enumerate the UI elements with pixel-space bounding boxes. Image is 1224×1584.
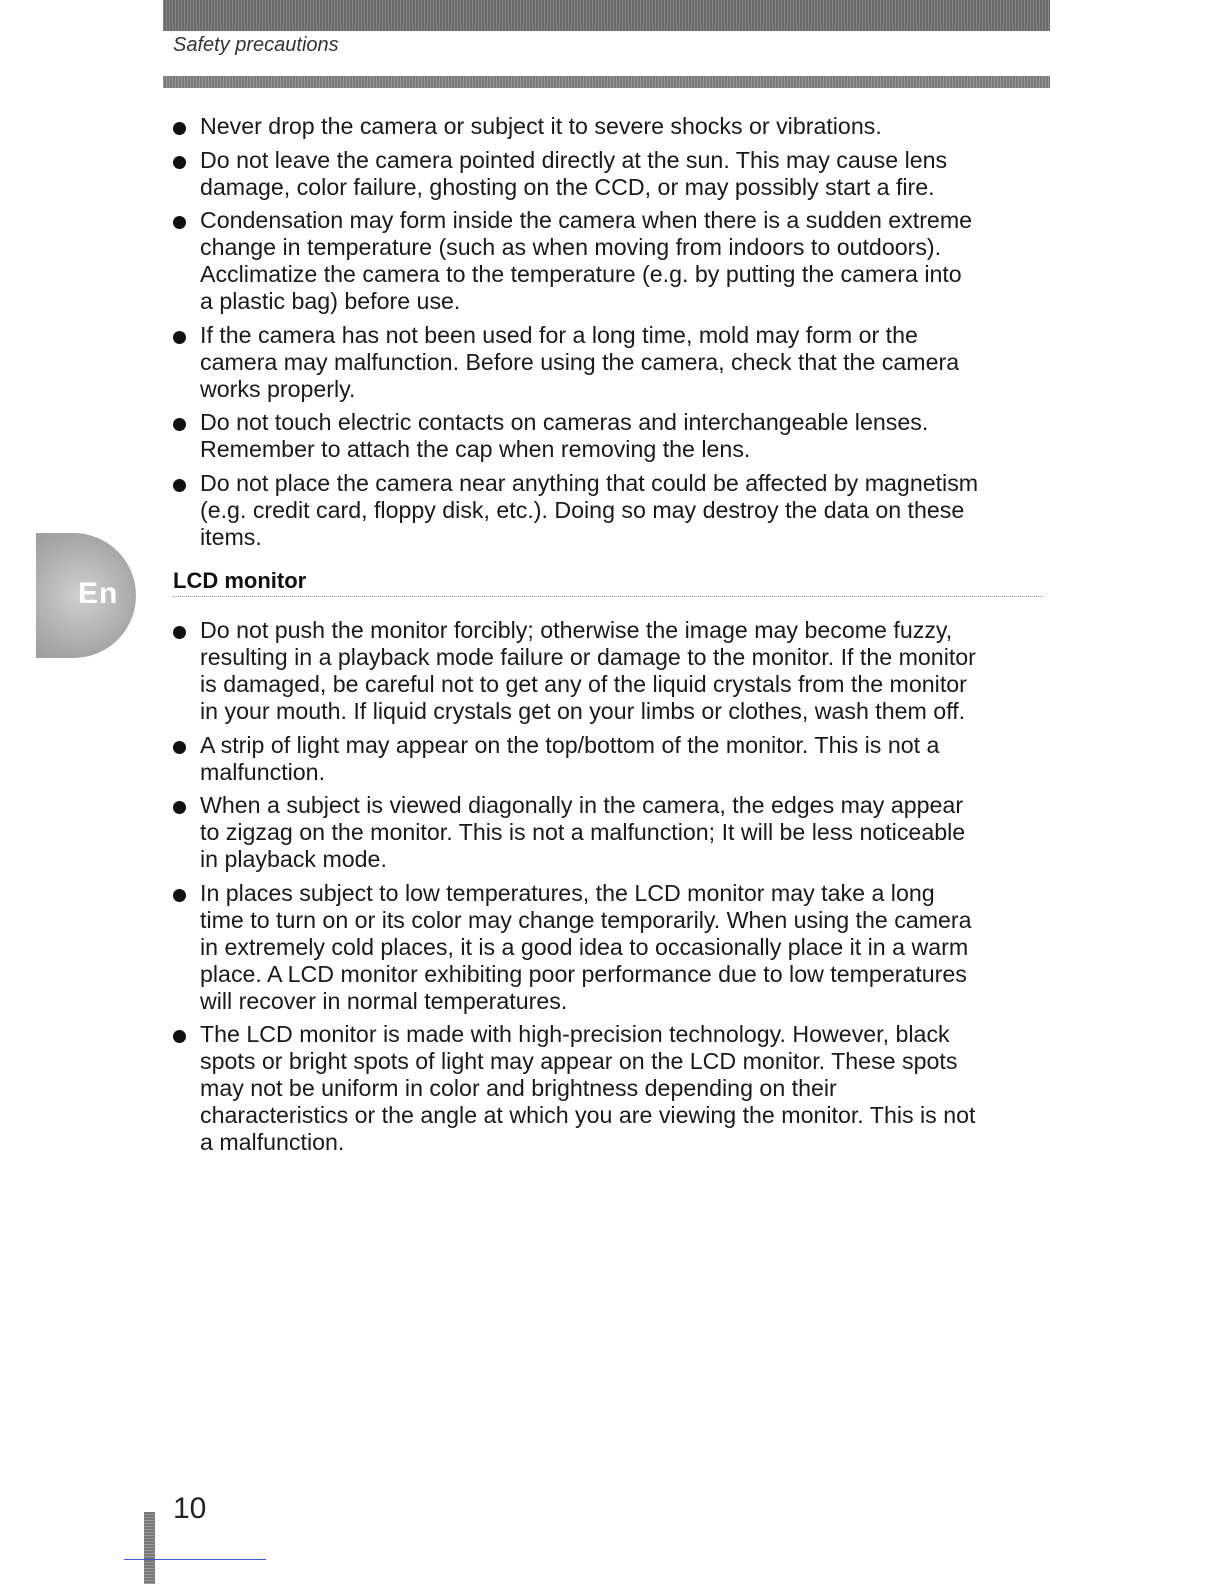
bullet-icon: [173, 418, 186, 431]
list-item: [170, 322, 1050, 403]
list-item: [170, 880, 1050, 1015]
lcd-monitor-list: [170, 617, 1050, 1163]
list-item-text: Condensation may form inside the camera when there is a sudden extreme change in temperature (such as when moving from indoors to outdoors). Acclimatize the camera to the temperature (e.g. by putting the camera into a plastic bag) before use.: [200, 207, 973, 314]
list-item-text: Do not place the camera near anything that could be affected by magnetism (e.g. credit card, floppy disk, etc.). Doing so may destroy the data on these items.: [200, 469, 979, 550]
list-item-text: In places subject to low temperatures, the LCD monitor may take a long time to turn on or its color may change temporarily. When using the camera in extremely cold places, it is a good idea to occasionally place it in a warm place. A LCD monitor exhibiting poor performance due to low temperatures will recover in normal temperatures.: [200, 879, 972, 1014]
list-item-text: Never drop the camera or subject it to severe shocks or vibrations.: [200, 113, 882, 139]
list-item-text: Do not touch electric contacts on cameras and interchangeable lenses. Remember to attach the cap when removing the lens.: [200, 409, 929, 462]
list-item-text: If the camera has not been used for a long time, mold may form or the camera may malfunction. Before using the camera, check that the camera works properly.: [200, 321, 960, 402]
bullet-icon: [173, 741, 186, 754]
header-bar: [163, 0, 1050, 31]
list-item: [170, 207, 1050, 315]
page-edge-mark: [144, 1512, 155, 1584]
bullet-icon: [173, 331, 186, 344]
bullet-icon: [173, 626, 186, 639]
section-label: Safety precautions: [173, 34, 339, 56]
list-item: [170, 147, 1050, 201]
header-rule: [163, 76, 1050, 88]
lcd-monitor-heading: LCD monitor: [173, 568, 307, 593]
list-item: [170, 732, 1050, 786]
list-item: [170, 1021, 1050, 1156]
list-item: [170, 113, 1050, 140]
section-divider: [173, 596, 1043, 597]
language-tab-label: En: [78, 577, 119, 610]
list-item-text: Do not push the monitor forcibly; otherwise the image may become fuzzy, resulting in a playback mode failure or damage to the monitor. If the monitor is damaged, be careful not to get any of the liquid crystals from the monitor in your mouth. If liquid crystals get on your limbs or clothes, wash them off.: [200, 617, 976, 724]
page-number-underline: [124, 1559, 266, 1560]
page-number: 10: [173, 1492, 207, 1525]
list-item-text: A strip of light may appear on the top/bottom of the monitor. This is not a malfunction.: [200, 731, 940, 785]
list-item: [170, 792, 1050, 873]
bullet-icon: [173, 156, 186, 169]
bullet-icon: [173, 889, 186, 902]
general-precautions-list: [170, 113, 1050, 557]
list-item: [170, 409, 1050, 463]
bullet-icon: [173, 216, 186, 229]
bullet-icon: [173, 801, 186, 814]
bullet-icon: [173, 122, 186, 135]
list-item-text: Do not leave the camera pointed directly at the sun. This may cause lens damage, color failure, ghosting on the CCD, or may possibly start a fire.: [200, 146, 948, 200]
list-item-text: When a subject is viewed diagonally in the camera, the edges may appear to zigzag on the monitor. This is not a malfunction; It will be less noticeable in playback mode.: [200, 792, 966, 872]
bullet-icon: [173, 1030, 186, 1043]
list-item: [170, 617, 1050, 725]
bullet-icon: [173, 479, 186, 492]
list-item-text: The LCD monitor is made with high-precision technology. However, black spots or bright spots of light may appear on the LCD monitor. These spots may not be uniform in color and brightness depending on their characteristics or the angle at which you are viewing the monitor. This is not a malfunction.: [200, 1021, 976, 1155]
list-item: [170, 470, 1050, 551]
